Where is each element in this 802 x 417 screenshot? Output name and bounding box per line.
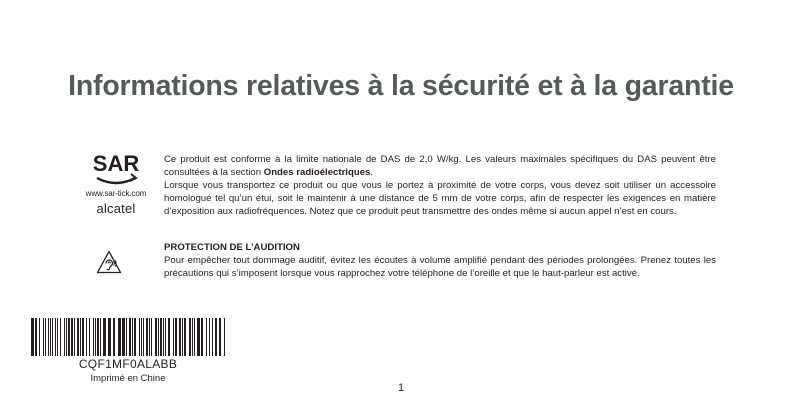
barcode-bar-58 — [212, 318, 213, 356]
barcode-bar-12 — [66, 318, 67, 356]
barcode-bar-1 — [35, 318, 37, 356]
sar-logo — [90, 150, 142, 188]
alcatel-logo — [89, 201, 143, 217]
sar-logo-text: SAR — [92, 151, 140, 176]
barcode-bar-30 — [126, 318, 127, 356]
barcode-bar-44 — [165, 318, 166, 356]
barcode-bar-39 — [151, 318, 152, 356]
barcode-bar-16 — [77, 318, 79, 356]
barcode-bar-60 — [219, 318, 221, 356]
barcode-bar-19 — [86, 318, 87, 356]
barcode-bar-24 — [100, 318, 101, 356]
barcode-bar-45 — [168, 318, 170, 356]
barcode-bar-57 — [209, 318, 210, 356]
barcode-bar-33 — [134, 318, 136, 356]
hearing-section — [164, 241, 716, 280]
barcode-bar-32 — [132, 318, 133, 356]
barcode-bar-29 — [122, 318, 125, 356]
barcode-bar-59 — [215, 318, 217, 356]
barcode-bar-35 — [141, 318, 142, 356]
barcode-bar-49 — [182, 318, 183, 356]
barcode-bar-7 — [52, 318, 53, 356]
sar-paragraph — [164, 153, 716, 218]
barcode-bar-4 — [45, 318, 46, 356]
barcode-bar-34 — [139, 318, 140, 356]
barcode-bar-50 — [184, 318, 186, 356]
barcode-bar-20 — [89, 318, 90, 356]
barcode-bar-61 — [224, 318, 225, 356]
barcode-bar-40 — [155, 318, 157, 356]
barcode-bar-27 — [113, 318, 115, 356]
hearing-heading: PROTECTION DE L’AUDITION — [164, 242, 300, 253]
barcode-bar-48 — [179, 318, 181, 356]
sar-url: www.sar-tick.com — [85, 189, 147, 198]
barcode-bar-17 — [80, 318, 81, 356]
barcode-bar-2 — [39, 318, 40, 356]
barcode-bar-31 — [129, 318, 131, 356]
barcode-bar-22 — [95, 318, 96, 356]
barcode-bar-38 — [149, 318, 150, 356]
barcode-bar-21 — [93, 318, 94, 356]
barcode-bar-9 — [57, 318, 58, 356]
barcode-bar-42 — [160, 318, 162, 356]
sar-intro-end: . — [370, 167, 374, 178]
barcode-bar-10 — [60, 318, 61, 356]
barcode-bar-51 — [189, 318, 191, 356]
barcode-bar-47 — [175, 318, 177, 356]
hearing-text: Pour empêcher tout dommage auditif, évitez les écoutes à volume amplifié pendant des périodes prolongées. Prenez toutes les précautions qui s’imposent lorsque vous rapprochez votre téléphone de l’oreille et que le haut-parleur est activé. — [164, 255, 716, 279]
barcode-bar-26 — [108, 318, 111, 356]
barcode-bar-37 — [146, 318, 148, 356]
barcode-bar-0 — [31, 318, 34, 356]
barcode-bar-23 — [97, 318, 99, 356]
barcode-bar-43 — [163, 318, 164, 356]
barcode-bar-54 — [197, 318, 200, 356]
barcode-bar-28 — [118, 318, 121, 356]
sar-paragraph-1 — [164, 153, 716, 179]
barcode-bar-36 — [143, 318, 144, 356]
barcode-bar-5 — [48, 318, 49, 356]
barcode-bar-18 — [82, 318, 84, 356]
barcode-bar-3 — [43, 318, 44, 356]
barcode-bar-55 — [201, 318, 203, 356]
barcode-bar-41 — [158, 318, 159, 356]
barcode-bar-56 — [206, 318, 207, 356]
sar-logo-block — [78, 150, 154, 217]
barcode-code: CQF1MF0ALABB — [78, 357, 178, 371]
barcode — [31, 318, 225, 356]
made-in-label: Imprimé en Chine — [90, 373, 166, 384]
sar-paragraph-2: Lorsque vous transportez ce produit ou que vous le portez à proximité de votre corps, vous devez soit utiliser un accessoire homologué tel qu’un étui, soit le maintenir à une distance de 5 mm de votre corps, afin de respecter les exigences en matière d’exposition aux radiofréquences. Notez que ce produit peut transmettre des ondes même si aucun appel n’est en cours. — [164, 180, 716, 217]
barcode-bar-6 — [50, 318, 51, 356]
barcode-bar-15 — [74, 318, 75, 356]
barcode-bar-46 — [173, 318, 174, 356]
barcode-bar-11 — [64, 318, 65, 356]
barcode-bar-8 — [55, 318, 56, 356]
barcode-bar-53 — [194, 318, 195, 356]
page-number: 1 — [397, 382, 405, 394]
barcode-bar-14 — [71, 318, 73, 356]
hearing-warning-icon — [96, 250, 122, 274]
ondes-reference: Ondes radioélectriques — [263, 167, 371, 178]
alcatel-brand: alcatel — [96, 201, 136, 216]
barcode-bar-13 — [68, 318, 70, 356]
sar-intro-text: Ce produit est conforme à la limite nationale de DAS de 2,0 W/kg. Les valeurs maximales spécifiques du DAS peuvent être consultées à la section — [164, 154, 716, 178]
page-title: Informations relatives à la sécurité et à la garantie — [68, 70, 734, 102]
barcode-bar-52 — [192, 318, 193, 356]
barcode-bar-25 — [103, 318, 106, 356]
